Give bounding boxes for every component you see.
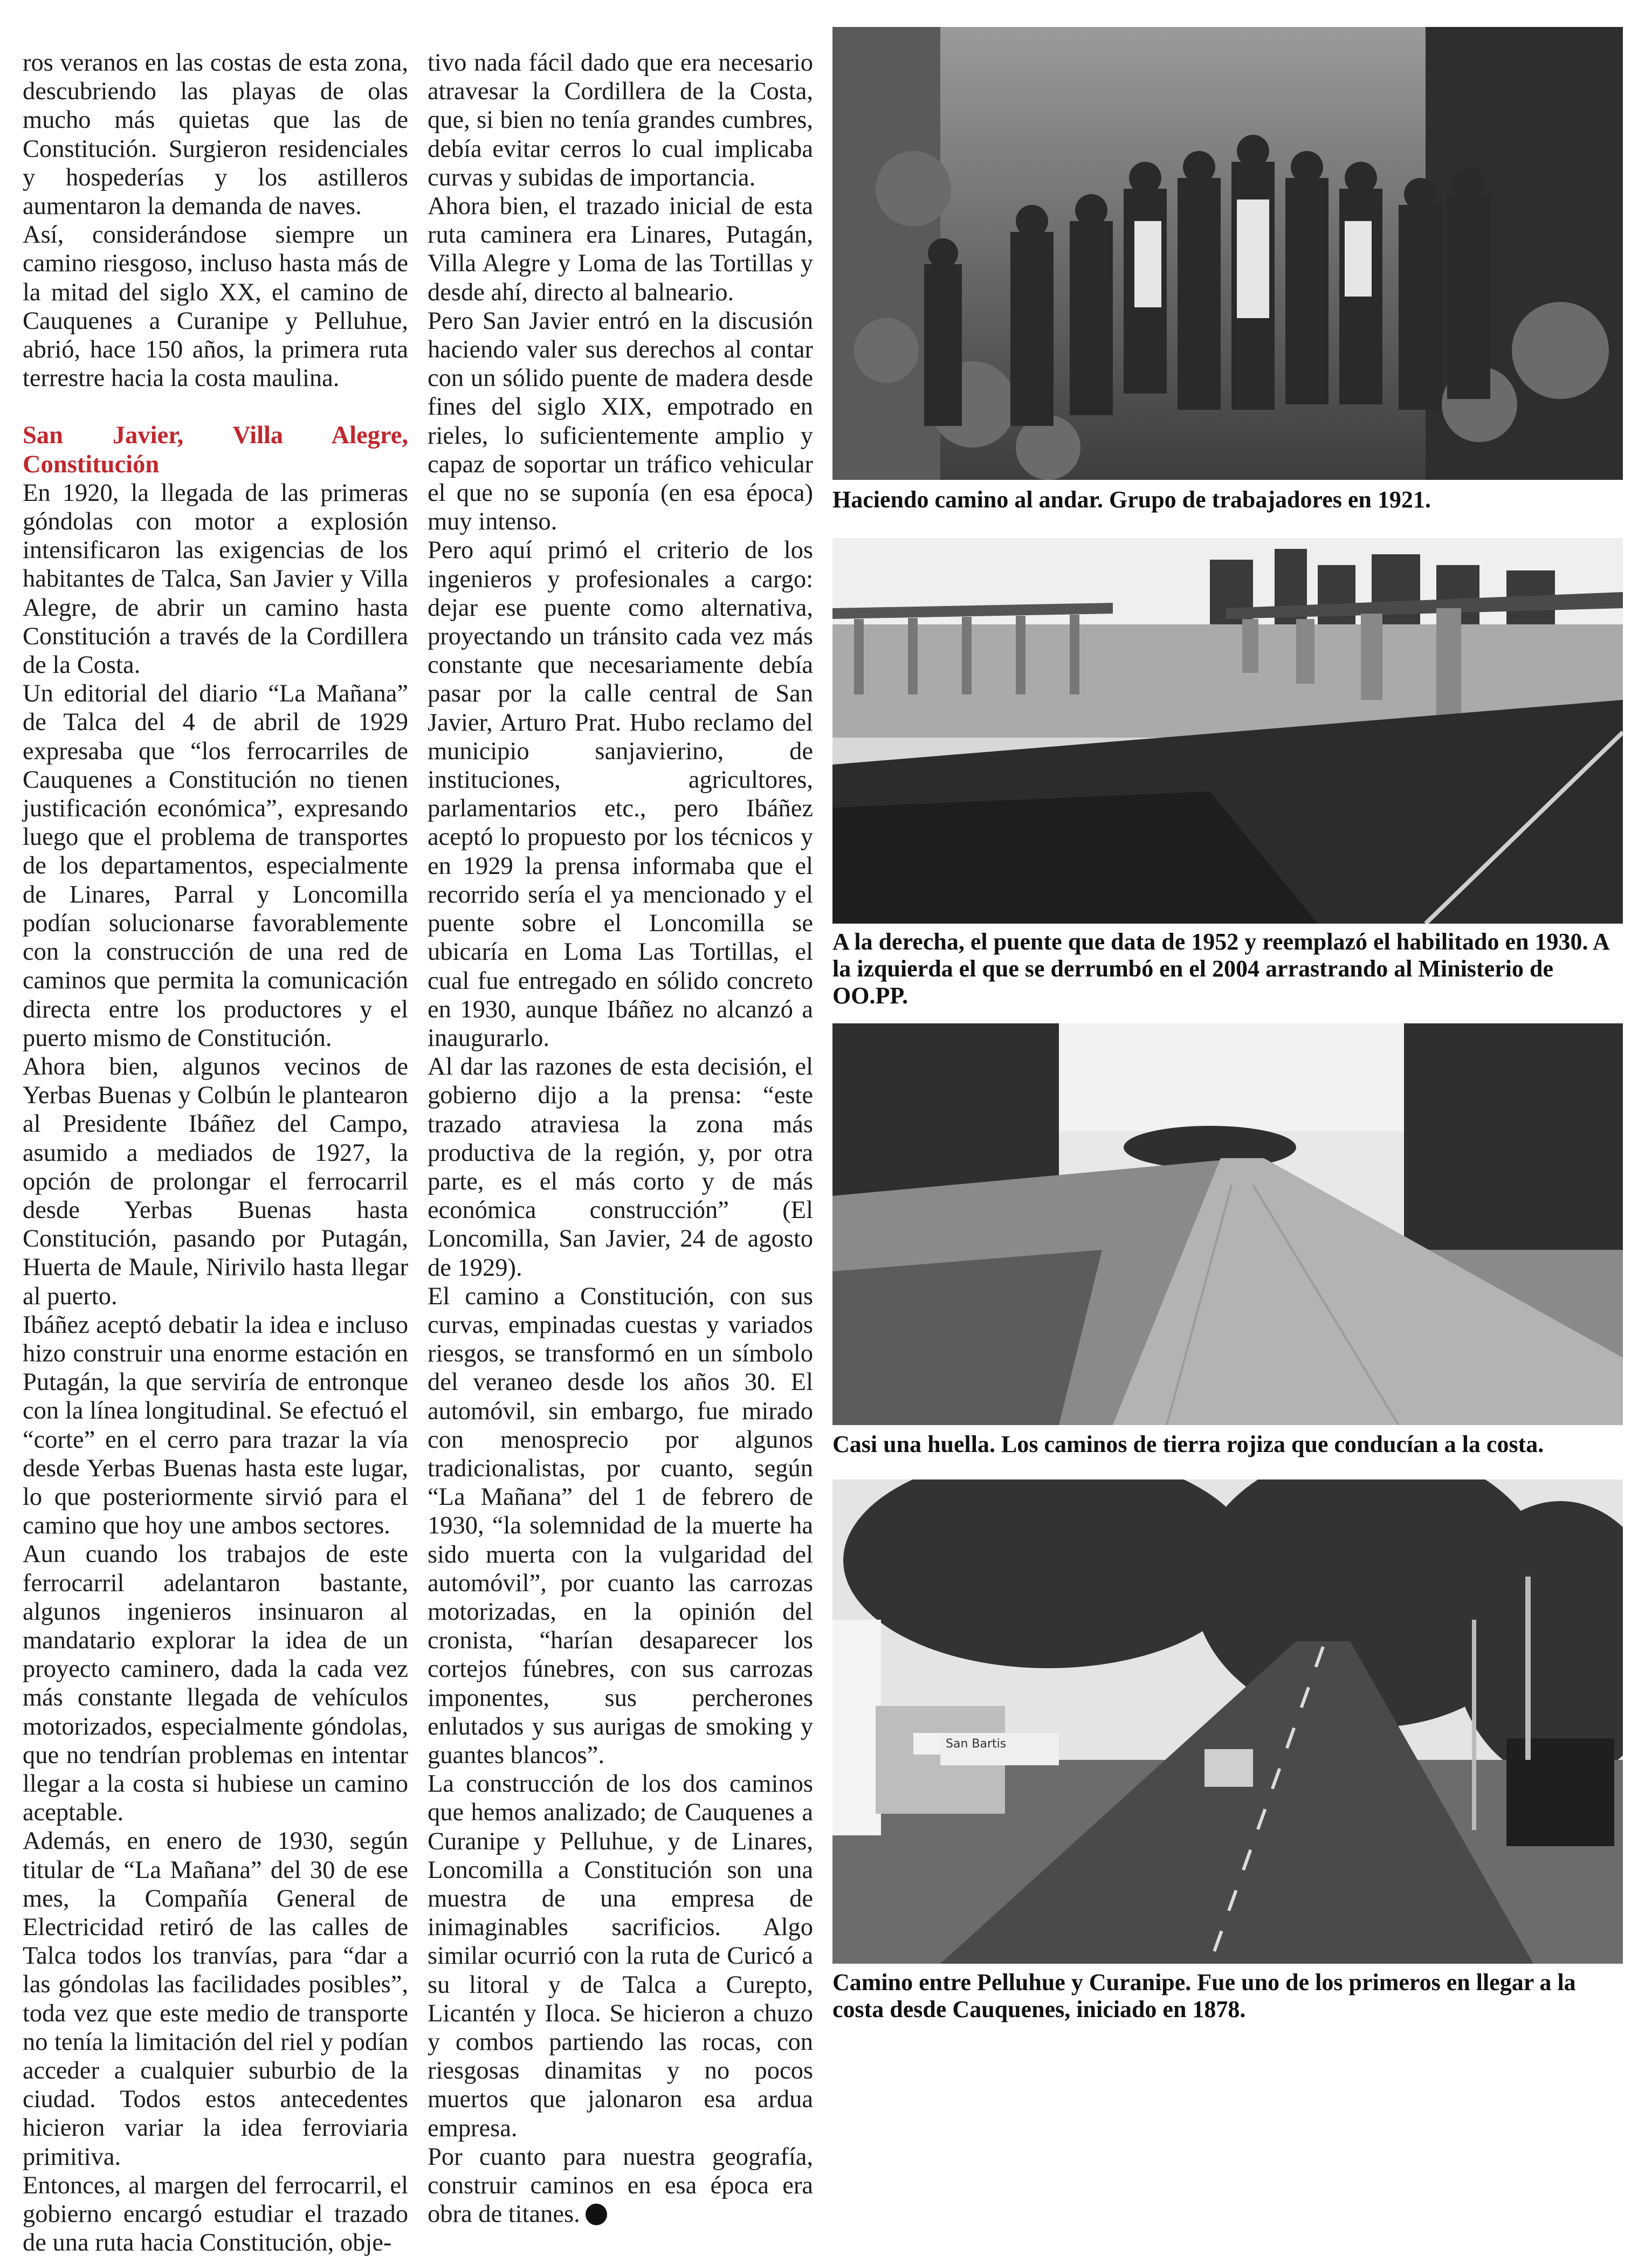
photo-workers-1921 — [832, 27, 1623, 480]
workers-photo-illustration — [832, 27, 1623, 480]
section-subheading: San Javier, Villa Alegre, Constitución — [23, 422, 408, 478]
paragraph: Al dar las razones de esta decisión, el gobierno dijo a la prensa: “este trazado atraviesa la zona más productiva de la región, y, por otra parte, es el más corto y de más económica construcción” (El Loncomilla, San Javier, 24 de agosto de 1929). — [428, 1053, 813, 1282]
paragraph: Ahora bien, el trazado inicial de esta ruta caminera era Linares, Putagán, Villa Alegre y Loma de las Tortillas y desde ahí, directo al balneario. — [428, 192, 813, 306]
paragraph: Pero San Javier entró en la discusión haciendo valer sus derechos al contar con un sólido puente de madera desde fines del siglo XIX, empotrado en rieles, lo suficientemente amplio y capaz de soportar un tráfico vehicular el que no se suponía (en esa época) muy intenso. — [428, 307, 813, 536]
paragraph: ros veranos en las costas de esta zona, descubriendo las playas de olas mucho más quietas que las de Constitución. Surgieron residenciales y hospederías y los astilleros aumentaron la demanda de naves. — [23, 49, 408, 221]
paragraph: Un editorial del diario “La Mañana” de Talca del 4 de abril de 1929 expresaba que “los ferrocarriles de Cauquenes a Constitución no tienen justificación económica”, expresando luego que el problema de transportes de los departamentos, especialmente de Linares, Parral y Loncomilla podían solucionarse favorablemente con la construcción de una red de caminos que permita la comunicación directa entre los productores y el puerto mismo de Constitución. — [23, 680, 408, 1052]
article-column-2 — [428, 49, 813, 2228]
paragraph: Ahora bien, algunos vecinos de Yerbas Buenas y Colbún le plantearon al Presidente Ibáñez del Campo, asumido a mediados de 1927, la opción de prolongar el ferrocarril desde Yerbas Buenas hasta Constitución, pasando por Putagán, Huerta de Maule, Nirivilo hasta llegar al puerto. — [23, 1052, 408, 1310]
photo-dirt-road — [832, 1023, 1623, 1425]
photo-caption: Camino entre Pelluhue y Curanipe. Fue uno de los primeros en llegar a la costa desde Cauquenes, iniciado en 1878. — [832, 1969, 1576, 2022]
dirt-road-photo-illustration — [832, 1023, 1623, 1425]
photo-bridges — [832, 538, 1623, 924]
paragraph: Además, en enero de 1930, según titular de “La Mañana” del 30 de ese mes, la Compañía General de Electricidad retiró de las calles de Talca todos los tranvías, para “dar a las góndolas las facilidades posibles”, toda vez que este medio de transporte no tenía la limitación del riel y podían acceder a cualquier suburbio de la ciudad. Todos estos antecedentes hicieron variar la idea ferroviaria primitiva. — [23, 1827, 408, 2171]
paragraph: En 1920, la llegada de las primeras góndolas con motor a explosión intensificaron las exigencias de los habitantes de Talca, San Javier y Villa Alegre, de abrir un camino hasta Constitución a través de la Cordillera de la Costa. — [23, 479, 408, 679]
restaurant-sign: San Bartis — [946, 1737, 1007, 1751]
paragraph: tivo nada fácil dado que era necesario atravesar la Cordillera de la Costa, que, si bien no tenía grandes cumbres, debía evitar cerros lo cual implicaba curvas y subidas de importancia. — [428, 49, 813, 191]
paragraph: Así, considerándose siempre un camino riesgoso, incluso hasta más de la mitad del siglo XX, el camino de Cauquenes a Curanipe y Pelluhue, abrió, hace 150 años, la primera ruta terrestre hacia la costa maulina. — [23, 221, 408, 393]
paragraph: Ibáñez aceptó debatir la idea e incluso hizo construir una enorme estación en Putagán, la que serviría de entronque con la línea longitudinal. Se efectuó el “corte” en el cerro para trazar la vía desde Yerbas Buenas hasta este lugar, lo que posteriormente sirvió para el camino que hoy une ambos sectores. — [23, 1311, 408, 1540]
end-of-article-bullet-icon — [586, 2204, 607, 2225]
paragraph: El camino a Constitución, con sus curvas, empinadas cuestas y variados riesgos, se transformó en un símbolo del veraneo desde los años 30. El automóvil, sin embargo, fue mirado con menosprecio por algunos tradicionalistas, por cuanto, según “La Mañana” del 1 de febrero de 1930, “la solemnidad de la muerte ha sido muerta con la vulgaridad del automóvil”, por cuanto las carrozas motorizadas, en la opinión del cronista, “harían desaparecer los cortejos fúnebres, con sus carrozas imponentes, sus percherones enlutados y sus aurigas de smoking y guantes blancos”. — [428, 1282, 813, 1769]
paragraph: Entonces, al margen del ferrocarril, el gobierno encargó estudiar el trazado de una ruta hacia Constitución, obje- — [23, 2171, 408, 2257]
paragraph: La construcción de los dos caminos que hemos analizado; de Cauquenes a Curanipe y Pelluhue, y de Linares, Loncomilla a Constitución son una muestra de una empresa de inimaginables sacrificios. Algo similar ocurrió con la ruta de Curicó a su litoral y de Talca a Curepto, Licantén y Iloca. Se hicieron a chuzo y combos partiendo las rocas, con riesgosas dinamitas y no pocos muertos que jalonaron esa ardua empresa. — [428, 1770, 813, 2142]
photo-caption: A la derecha, el puente que data de 1952 y reemplazó el habilitado en 1930. A la izquierda el que se derrumbó en el 2004 arrastrando al Ministerio de OO.PP. — [832, 928, 1609, 1009]
closing-paragraph — [428, 2143, 813, 2229]
article-column-1 — [23, 49, 408, 2257]
photo-caption: Casi una huella. Los caminos de tierra rojiza que conducían a la costa. — [832, 1431, 1544, 1457]
paragraph-text: Por cuanto para nuestra geografía, construir caminos en esa época era obra de titanes. — [428, 2143, 813, 2228]
paved-road-photo-illustration — [832, 1480, 1623, 1964]
paragraph: Aun cuando los trabajos de este ferrocarril adelantaron bastante, algunos ingenieros insinuaron al mandatario explorar la idea de un proyecto caminero, dada la cada vez más constante llegada de vehículos motorizados, especialmente góndolas, que no tendrían problemas en intentar llegar a la costa si hubiese un camino aceptable. — [23, 1540, 408, 1827]
bridges-photo-illustration — [832, 538, 1623, 924]
photo-paved-road — [832, 1480, 1623, 1964]
photo-caption: Haciendo camino al andar. Grupo de trabajadores en 1921. — [832, 486, 1431, 513]
paragraph: Pero aquí primó el criterio de los ingenieros y profesionales a cargo: dejar ese puente como alternativa, proyectando un tránsito cada vez más constante que necesariamente debía pasar por la calle central de San Javier, Arturo Prat. Hubo reclamo del municipio sanjavierino, de instituciones, agricultores, parlamentarios etc., pero Ibáñez aceptó lo propuesto por los técnicos y en 1929 la prensa informaba que el recorrido sería el ya mencionado y el puente sobre el Loncomilla se ubicaría en Loma Las Tortillas, el cual fue entregado en sólido concreto en 1930, aunque Ibáñez no alcanzó a inaugurarlo. — [428, 536, 813, 1052]
